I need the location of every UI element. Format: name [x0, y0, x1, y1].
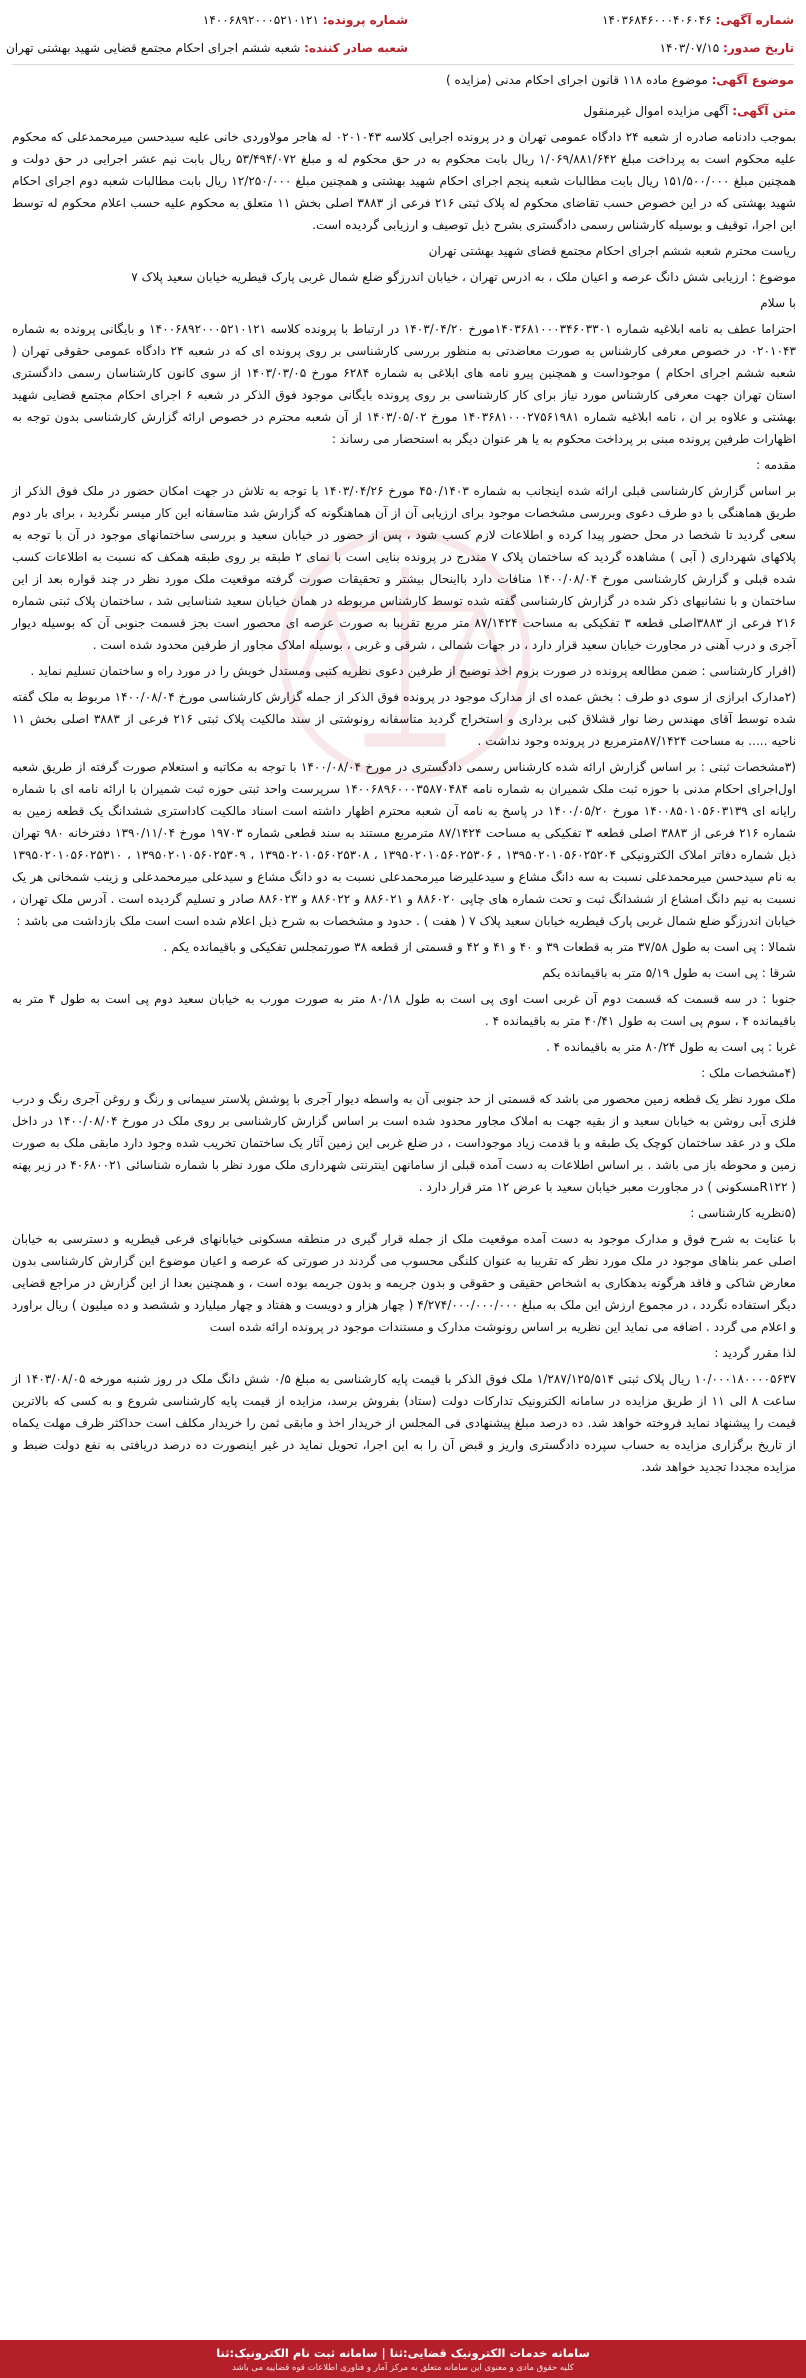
paragraph-registration-details: (۳مشخصات ثبتی : بر اساس گزارش ارائه شده کارشناس رسمی دادگستری در مورخ ۱۴۰۰/۰۸/۰۴ با توجه به مکاتبه و استعلام صورت گرفته از طریق شعبه اول‌اجرای احکام مدنی با حوزه ثبت ملک شمیران به شماره نامه ۱۴۰۰۶۸۹۶۰۰۰۳۵۸۷۰۴۸۴ سرپرست واحد ثبتی حوزه ثبت شمیران با ارائه نامه ای با شماره رایانه ای ۱۴۰۰۸۵۰۱۰۵۶۰۳۱۳۹ مورخ ۱۴۰۰/۰۵/۲۰ در پاسخ به نامه آن شعبه محترم اظهار داشته است اسناد مالکیت کاداستری ششدانگ یک قطعه زمین به شماره ۲۱۶ فرعی از ۳۸۸۳ اصلی قطعه ۳ تفکیکی به مساحت ۸۷/۱۴۲۴ مترمربع مستند به سند قطعی شماره ۱۹۷۰۳ مورخ ۱۳۹۰/۱۱/۰۴ دفترخانه ۹۸۰ تهران ذیل شماره دفاتر املاک الکترونیکی ۱۳۹۵۰۲۰۱۰۵۶۰۲۵۲۰۴ ، ۱۳۹۵۰۲۰۱۰۵۶۰۲۵۳۰۶ ، ۱۳۹۵۰۲۰۱۰۵۶۰۲۵۳۰۸ ، ۱۳۹۵۰۲۰۱۰۵۶۰۲۵۳۰۹ ، ۱۳۹۵۰۲۰۱۰۵۶۰۲۵۳۱۰ به نام سیدحسن میرمحمدعلی نسبت به سه دانگ مشاع و سیدعلیرضا میرمحمدعلی نسبت به دو دانگ مشاع و سیدعلی میرمحمدعلی و زینب شمخانی هر یک نسبت به نیم دانگ امشاع از ششدانگ ثبت و تحت شماره های چاپی ۸۸۶۰۲۰ و ۸۸۶۰۲۱ و ۸۸۶۰۲۲ و ۸۸۶۰۲۳ صادر و تسلیم گردیده است . آدرس ملک تهران ، خیابان اندرزگو ضلع شمال غربی پارک قیطریه خیابان سعید پلاک ۷ ( هفت ) . حدود و مشخصات به شرح ذیل اعلام شده است است ملک بازداشت می باشد : [12, 760, 797, 928]
paragraph-expert-opinion: با عنایت به شرح فوق و مدارک موجود به دست آمده موقعیت ملک از جمله قرار گیری در منطقه مسکونی خیابانهای فرعی قیطریه و دسترسی به خیابان اصلی عمر بناهای موجود در ملک مورد نظر که تقریبا به عنوان کلنگی محسوب می گردند در صورتی که عرصه و اعیان موضوع این گزارش کارشناسی بدون معارض شاکی و فاقد هرگونه بدهکاری به اشخاص حقیقی و حقوقی و بدون جریمه و بدون جریمه بوده است ، و همچنین بعدا از این گزارش در مراجع قضایی دیگر استفاده نگردد ، در مجموع ارزش این ملک به مبلغ ۴/۲۷۴/۰۰۰/۰۰۰/۰۰۰ ( چهار هزار و دویست و هفتاد و چهار میلیارد و ششصد و ده میلیون ) ریال براورد و اعلام می گردد . اضافه می نماید این نظریه بر اساس رونوشت مدارک و مستندات موجود در پرونده ارائه شده است [12, 1232, 796, 1334]
case-number-row [203, 12, 408, 28]
subject-label: موضوع آگهی: [711, 73, 794, 87]
notice-content [12, 100, 796, 1482]
section-heading-decision: لذا مقرر گردید : [714, 1346, 796, 1360]
issue-date-label: تاریخ صدور: [723, 41, 794, 55]
issuer-label: شعبه صادر کننده: [304, 41, 408, 55]
ad-number-row [602, 12, 794, 28]
paragraph-subject: موضوع : ارزیابی شش دانگ عرصه و اعیان ملک ، به ادرس تهران ، خیابان اندرزگو ضلع شمال غربی پارک قیطریه خیابان سعید پلاک ۷ [131, 270, 796, 284]
case-number-value: ۱۴۰۰۶۸۹۲۰۰۰۵۲۱۰۱۲۱ [202, 13, 319, 27]
section-heading-intro: مقدمه : [756, 458, 796, 472]
site-footer [0, 2340, 806, 2378]
paragraph-addressee: ریاست محترم شعبه ششم اجرای احکام مجتمع قضای شهید بهشتی تهران [428, 244, 796, 258]
paragraph-auction-terms: ۱۰/۰۰۰۱۸۰۰۰۰۵۶۳۷ ریال پلاک ثبتی ۱/۲۸۷/۱۲۵/۵۱۴ ملک فوق الذکر با قیمت پایه کارشناسی به مبلغ ۰/۵ شش دانگ ملک در روز شنبه مورخه ۱۴۰۳/۰۸/۰۵ از ساعت ۸ الی ۱۱ از طریق مزایده در سامانه الکترونیک تدارکات دولت (ستاد) بفروش برسد، مزایده از قیمت پایه کارشناسی شروع و به کسی که بالاترین قیمت را پیشنهاد نماید فروخته خواهد شد. ده درصد مبلغ پیشنهادی فی المجلس از خریدار اخذ و مابقی ثمن را خریدار مکلف است حداکثر ظرف مهلت یکماه از تاریخ برگزاری مزایده به حساب سپرده دادگستری واریز و قبض آن را به این اجرا، تحویل نماید در غیر اینصورت ده درصد دریافتی به نفع دولت ضبط و مزایده مجددا تجدید خواهد شد. [12, 1372, 796, 1474]
boundary-east: شرقا : پی است به طول ۵/۱۹ متر به باقیمانده یکم [542, 966, 796, 980]
ad-number-label: شماره آگهی: [715, 13, 794, 27]
subject-value: موضوع ماده ۱۱۸ قانون اجرای احکام مدنی (مزایده ) [445, 73, 708, 87]
paragraph-property-description: ملک مورد نظر یک قطعه زمین محصور می باشد که قسمتی از حد جنوبی آن به واسطه دیوار آجری با پوشش پلاستر سیمانی و رنگ و روغن آجری رنگ و درب فلزی آبی روشن به خیابان سعید و از بقیه جهت به املاک مجاور محدود شده است بر اساس گزارش کارشناسی بر روی ملک در مورخ ۱۴۰۰/۰۸/۰۴ در داخل ملک و در عقد ساختمان کوچک یک طبقه و با قدمت زیاد موجوداست ، در ضلع غربی این زمین آثار یک ساختمان تخریب شده وجود دارد مابقی ملک به صورت زمین و محوطه باز می باشد . بر اساس اطلاعات به دست آمده قبلی از سامانهن اینترنتی شهرداری ملک مورد نظر با شماره شناسائی ۴۰۶۸۰۰۲۱ در زیر پهنه ( R۱۲۲مسکونی ) در مجاورت معبر خیابان سعید با عرض ۱۲ متر قرار دارد . [12, 1092, 797, 1194]
paragraph-greeting: با سلام [760, 296, 796, 310]
notice-text-title: آگهی مزایده اموال غیرمنقول [583, 104, 729, 118]
section-heading-property: (۴مشخصات ملک : [701, 1066, 796, 1080]
issuer-row [6, 40, 408, 56]
paragraph-expert-statement: (اقرار کارشناسی : ضمن مطالعه پرونده در صورت بزوم اخذ توضیح از طرفین دعوی نظریه کتبی ومستدل خویش را در مورد راه و ساختمان تسلیم نماید . [30, 664, 796, 678]
paragraph-documents: (۲مدارک ابرازی از سوی دو طرف : بخش عمده ای از مدارک موجود در پرونده فوق الذکر از جمله گزارش کارشناسی مورخ ۱۴۰۰/۰۸/۰۴ مربوط به ملک گفته شده توسط آقای مهندس رضا نوار قشلاق کبی برداری و استخراج گردید متاسفانه رونوشتی از سند مالکیت پلاک ثبتی ۲۱۶ فرعی از ۳۸۸۳ اصلی بخش ۱۱ ناحیه ..... به مساحت ۸۷/۱۴۲۴مترمربع در پرونده وجود نداشت . [12, 690, 796, 748]
issuer-value: شعبه ششم اجرای احکام مجتمع قضایی شهید بهشتی تهران [5, 41, 301, 55]
issue-date-value: ۱۴۰۳/۰۷/۱۵ [659, 41, 720, 55]
paragraph-intro: بموجب دادنامه صادره از شعبه ۲۴ دادگاه عمومی تهران و در پرونده اجرایی کلاسه ۰۲۰۱۰۴۳ له هاجر مولاوردی خانی علیه سیدحسن میرمحمدعلی که محکوم علیه محکوم است به پرداخت مبلغ ۱/۰۶۹/۸۸۱/۶۴۲ ریال بابت محکوم به در حق محکوم له و مبلغ ۵۳/۴۹۴/۰۷۲ ریال بابت نیم عشر اجرایی در حق دولت و همچنین مبلغ ۱۵۱/۵۰۰/۰۰۰ ریال بابت مطالبات شعبه پنجم اجرای احکام شهید بهشتی و همچنین مبلغ ۱۲/۲۵۰/۰۰۰ ریال بابت مطالبات شعبه دوم اجرای احکام شهید بهشتی که در این خصوص حسب تقاضای محکوم له پلاک ثبتی ۲۱۶ فرعی از ۳۸۸۳ اصلی بخش ۱۱ متعلق به محکوم علیه حسب اعلام محکوم له توسط این اجرا، توقیف و بوسیله کارشناس رسمی دادگستری بشرح ذیل توصیف و ارزیابی گردیده است. [12, 130, 797, 232]
subject-row [446, 72, 794, 88]
notice-text-label: متن آگهی: [732, 104, 796, 118]
case-number-label: شماره پرونده: [322, 13, 408, 27]
ad-number-value: ۱۴۰۳۶۸۴۶۰۰۰۴۰۶۰۴۶ [602, 13, 712, 27]
issue-date-row [660, 40, 794, 56]
boundary-west: غربا : پی است به طول ۸۰/۲۴ متر به باقیمانده ۴ . [545, 1040, 796, 1054]
footer-links[interactable]: سامانه خدمات الکترونیک قضایی:ثنا | سامانه ثبت نام الکترونیک:ثنا [216, 2346, 590, 2360]
paragraph-previous-report: بر اساس گزارش کارشناسی قبلی ارائه شده اینجانب به شماره ۴۵۰/۱۴۰۳ مورخ ۱۴۰۳/۰۴/۲۶ با توجه به تلاش در جهت امکان حضور در ملک فوق الذکر از طریق هماهنگی با دو طرف دعوی وبررسی مشخصات موجود برای ارزیابی آن از آن هماهنگونه که گزارش شد متاسفانه این کار میسر نگردید ، برای بار دوم سعی گردید تا شخصا در محل حضور پیدا کرده و اطلاعات لازم کسب شود ، پس از حضور در خیابان سعید و بررسی ساختمانهای موجود در آن با توجه به پلاکهای شهرداری ( آبی ) مشاهده گردید که ساختمان پلاک ۷ مندرج در پرونده بنایی است با نمای ۲ طبقه بر روی طبقه همکف که نسبت به اطلاعات کسب شده قبلی و گزارش کارشناسی مورخ ۱۴۰۰/۰۸/۰۴ منافات دارد بااینحال بیشتر و تحقیقات صورت گرفته موقعیت ملک مورد نظر در چند قواره بعد از این ساختمان و با نشانیهای ذکر شده در گزارش کارشناسی گفته شده توسط کارشناس مربوطه در همان خیابان سعید شناسایی شد ، ساختمان پلاک ثبتی شماره ۲۱۶ فرعی از ۳۸۸۳اصلی قطعه ۳ تفکیکی به مساحت ۸۷/۱۴۲۴ متر مربع تقریبا به صورت عرصه ای محصور است بجز قسمت جنوبی آن که بوسیله دیوار آجری و درب آهنی در مجاورت خیابان سعید قرار دارد ، در جهات شمالی ، شرقی و غربی ، بوسیله املاک مجاور از طرفین محدود شده است . [12, 484, 797, 652]
notice-text-title-row [12, 100, 796, 122]
paragraph-reference: احتراما عطف به نامه ابلاغیه شماره ۱۴۰۳۶۸۱۰۰۰۳۴۶۰۳۳۰۱مورخ ۱۴۰۳/۰۴/۲۰ در ارتباط با پرونده کلاسه ۱۴۰۰۶۸۹۲۰۰۰۵۲۱۰۱۲۱ و بایگانی پرونده به شماره ۰۲۰۱۰۴۳ در خصوص معرفی کارشناس به صورت معاضدتی به منظور بررسی کارشناسی بر روی پرونده ای که در شعبه ۲۴ دادگاه عمومی حقوقی تهران ( شعبه ششم اجرای احکام ) موجوداست و همچنین پیرو نامه های ابلاغی به شماره ۶۲۸۴ مورخ ۱۴۰۳/۰۳/۰۵ از سوی کانون کارشناسان رسمی دادگستری استان تهران جهت معرفی کارشناس مورد نیاز برای کار کارشناسی بر روی پرونده بایگانی موجود فوق الذکر در شعبه ۶ اجرای احکام مجتمع قضایی شهید بهشتی و علاوه بر ان ، نامه ابلاغیه شماره ۱۴۰۳۶۸۱۰۰۰۲۷۵۶۱۹۸۱ مورخ ۱۴۰۳/۰۵/۰۲ از آن شعبه محترم در خصوص ارائه گزارش کارشناسی بدون توجه به اظهارات طرفین پرونده مبنی بر پرداخت محکوم به یا هر عنوان دیگر به استحضار می رساند : [12, 322, 797, 446]
section-heading-opinion: (۵نظریه کارشناسی : [690, 1206, 796, 1220]
boundary-south: جنوبا : در سه قسمت که قسمت دوم آن غربی است اوی پی است به طول ۸۰/۱۸ متر به صورت مورب به خیابان سعید دوم پی است به طول ۴ متر به باقیمانده ۴ ، سوم پی است به طول ۴۰/۴۱ متر به باقیمانده ۴ . [12, 992, 796, 1028]
boundary-north: شمالا : پی است به طول ۳۷/۵۸ متر به قطعات ۳۹ و ۴۰ و ۴۱ و ۴۲ و قسمتی از قطعه ۳۸ صورتمجلس تفکیکی و باقیمانده یکم . [163, 940, 796, 954]
header-divider [12, 64, 794, 65]
footer-copyright: کلیه حقوق مادی و معنوی این سامانه متعلق به مرکز آمار و فناوری اطلاعات قوه قضاییه می باشد [232, 2363, 574, 2373]
